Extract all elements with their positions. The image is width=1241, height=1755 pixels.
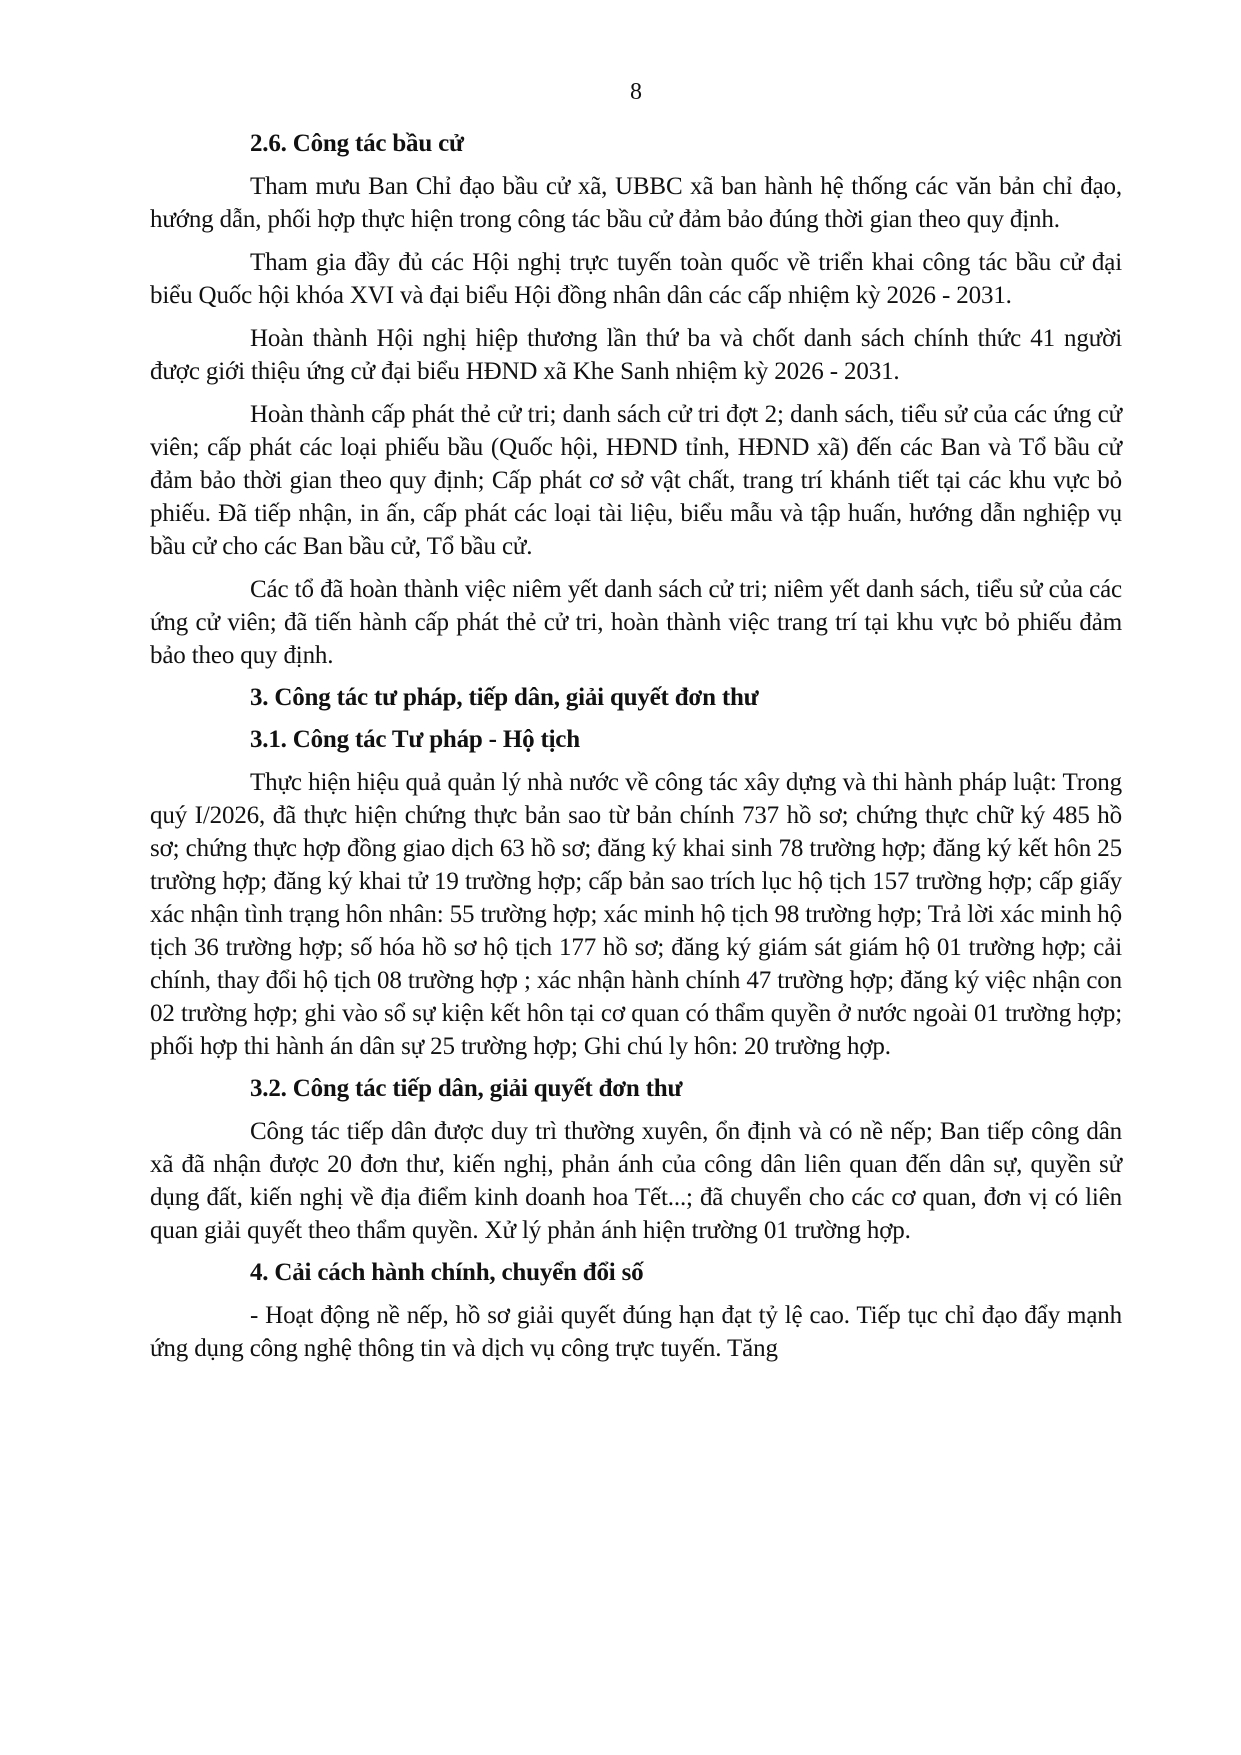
paragraph: Thực hiện hiệu quả quản lý nhà nước về công tác xây dựng và thi hành pháp luật: Trong quý I/2026, đã thực hiện chứng thực bản sao từ bản chính 737 hồ sơ; chứng thực chữ ký 485 hồ sơ; chứng thực hợp đồng giao dịch 63 hồ sơ; đăng ký khai sinh 78 trường hợp; đăng ký kết hôn 25 trường hợp; đăng ký khai tử 19 trường hợp; cấp bản sao trích lục hộ tịch 157 trường hợp; cấp giấy xác nhận tình trạng hôn nhân: 55 trường hợp; xác minh hộ tịch 98 trường hợp; Trả lời xác minh hộ tịch 36 trường hợp; số hóa hồ sơ hộ tịch 177 hồ sơ; đăng ký giám sát giám hộ 01 trường hợp; cải chính, thay đổi hộ tịch 08 trường hợp ; xác nhận hành chính 47 trường hợp; đăng ký việc nhận con 02 trường hợp; ghi vào sổ sự kiện kết hôn tại cơ quan có thẩm quyền ở nước ngoài 01 trường hợp; phối hợp thi hành án dân sự 25 trường hợp; Ghi chú ly hôn: 20 trường hợp. — [150, 769, 1122, 1060]
paragraph: Tham mưu Ban Chỉ đạo bầu cử xã, UBBC xã ban hành hệ thống các văn bản chỉ đạo, hướng dẫn, phối hợp thực hiện trong công tác bầu cử đảm bảo đúng thời gian theo quy định. — [150, 173, 1122, 233]
page-number: 8 — [630, 79, 642, 105]
paragraph: - Hoạt động nề nếp, hồ sơ giải quyết đúng hạn đạt tỷ lệ cao. Tiếp tục chỉ đạo đẩy mạnh ứng dụng công nghệ thông tin và dịch vụ công trực tuyến. Tăng — [150, 1302, 1122, 1362]
section-heading-3-2: 3.2. Công tác tiếp dân, giải quyết đơn thư — [250, 1075, 683, 1102]
section-heading-3: 3. Công tác tư pháp, tiếp dân, giải quyết đơn thư — [250, 684, 759, 711]
paragraph: Hoàn thành Hội nghị hiệp thương lần thứ ba và chốt danh sách chính thức 41 người được giới thiệu ứng cử đại biểu HĐND xã Khe Sanh nhiệm kỳ 2026 - 2031. — [150, 325, 1122, 385]
section-heading-3-1: 3.1. Công tác Tư pháp - Hộ tịch — [250, 726, 580, 753]
paragraph: Tham gia đầy đủ các Hội nghị trực tuyến toàn quốc về triển khai công tác bầu cử đại biểu Quốc hội khóa XVI và đại biểu Hội đồng nhân dân các cấp nhiệm kỳ 2026 - 2031. — [150, 249, 1122, 309]
section-heading-2-6: 2.6. Công tác bầu cử — [250, 130, 464, 157]
section-heading-4: 4. Cải cách hành chính, chuyển đổi số — [250, 1259, 644, 1286]
document-body — [150, 128, 1122, 1375]
paragraph: Các tổ đã hoàn thành việc niêm yết danh sách cử tri; niêm yết danh sách, tiểu sử của các ứng cử viên; đã tiến hành cấp phát thẻ cử tri, hoàn thành việc trang trí tại khu vực bỏ phiếu đảm bảo theo quy định. — [150, 576, 1122, 669]
paragraph: Công tác tiếp dân được duy trì thường xuyên, ổn định và có nề nếp; Ban tiếp công dân xã đã nhận được 20 đơn thư, kiến nghị, phản ánh của công dân liên quan đến dân sự, quyền sử dụng đất, kiến nghị về địa điểm kinh doanh hoa Tết...; đã chuyển cho các cơ quan, đơn vị có liên quan giải quyết theo thẩm quyền. Xử lý phản ánh hiện trường 01 trường hợp. — [150, 1118, 1122, 1244]
paragraph: Hoàn thành cấp phát thẻ cử tri; danh sách cử tri đợt 2; danh sách, tiểu sử của các ứng cử viên; cấp phát các loại phiếu bầu (Quốc hội, HĐND tỉnh, HĐND xã) đến các Ban và Tổ bầu cử đảm bảo thời gian theo quy định; Cấp phát cơ sở vật chất, trang trí khánh tiết tại các khu vực bỏ phiếu. Đã tiếp nhận, in ấn, cấp phát các loại tài liệu, biểu mẫu và tập huấn, hướng dẫn nghiệp vụ bầu cử cho các Ban bầu cử, Tổ bầu cử. — [150, 401, 1122, 560]
